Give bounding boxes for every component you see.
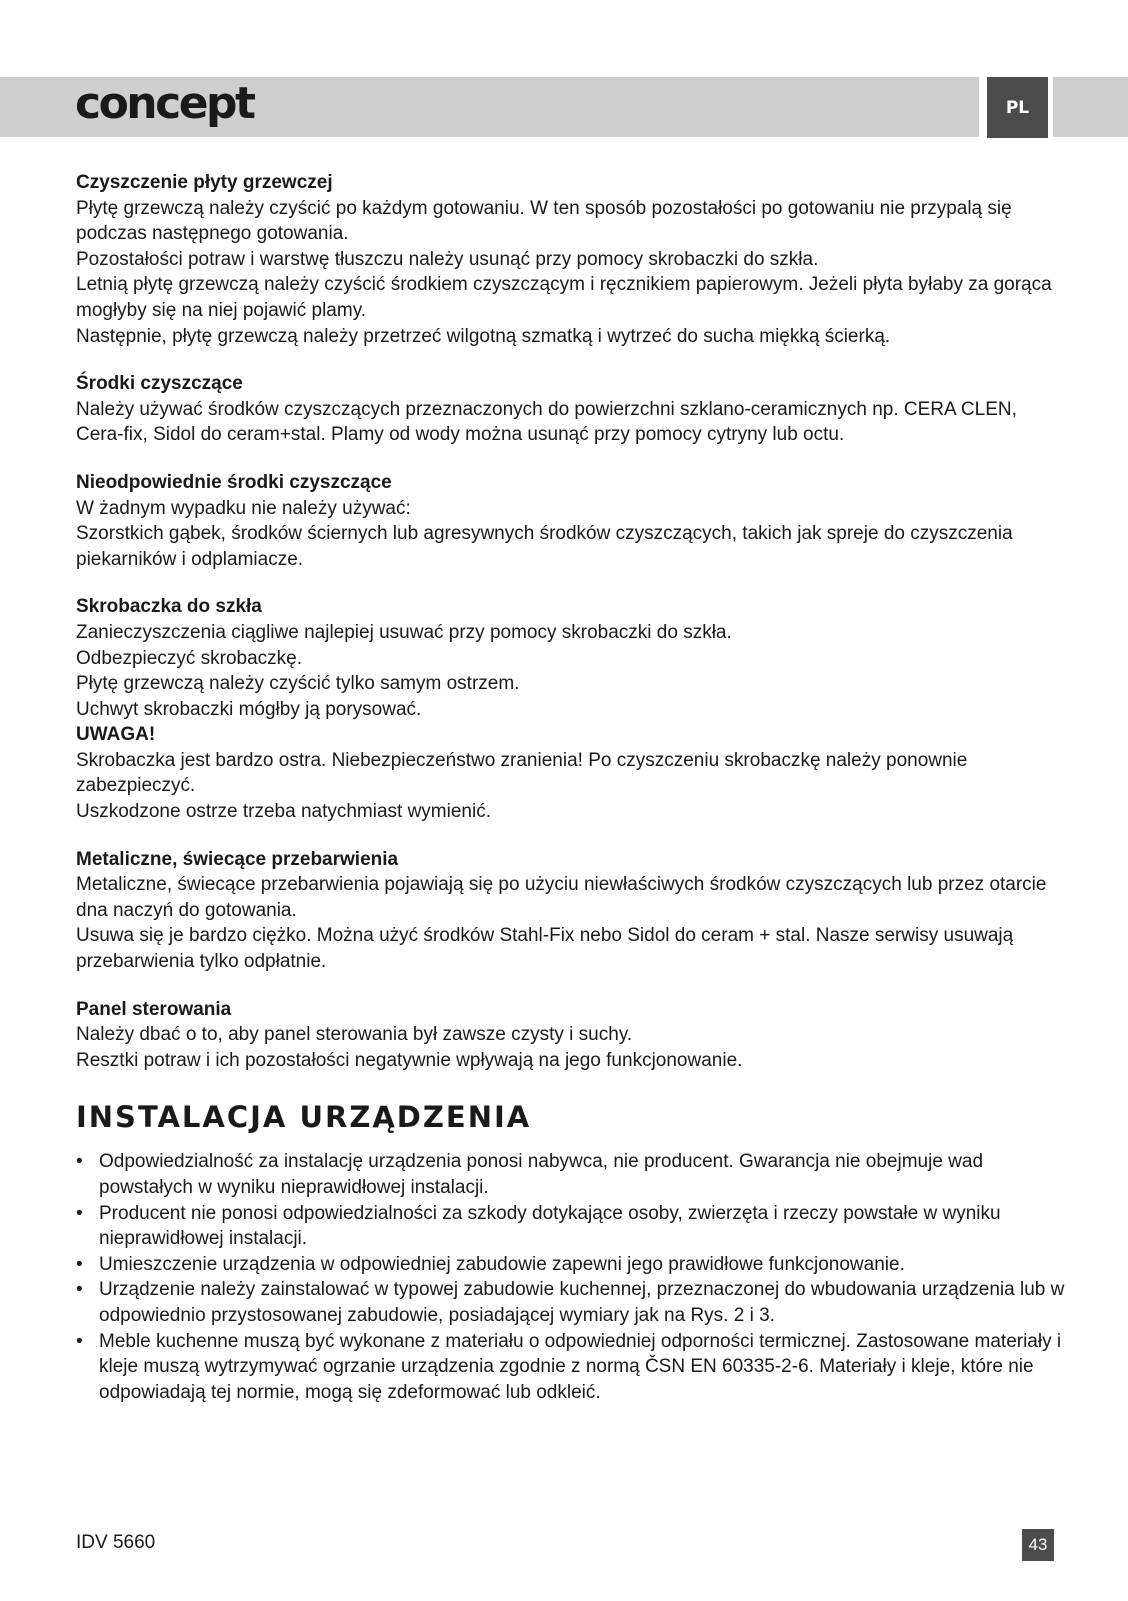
paragraph: Zanieczyszczenia ciągliwe najlepiej usuwać przy pomocy skrobaczki do szkła. xyxy=(76,621,732,643)
paragraph: Uszkodzone ostrze trzeba natychmiast wymienić. xyxy=(76,801,491,823)
section-cleaning-agents xyxy=(76,371,1066,448)
section-title: Środki czyszczące xyxy=(76,373,243,395)
section-title: Nieodpowiednie środki czyszczące xyxy=(76,471,392,493)
bullet-icon: • xyxy=(76,1253,83,1275)
section-control-panel xyxy=(76,997,1066,1074)
section-metallic-discoloration xyxy=(76,847,1066,975)
section-unsuitable-agents xyxy=(76,470,1066,572)
list-item-text: Meble kuchenne muszą być wykonane z materiału o odpowiedniej odporności termicznej. Zastosowane materiały i kleje muszą wytrzymywać ogrzanie urządzenia zgodnie z normą ČSN EN 60335-2-6. Materiały i kleje, które nie odpowiadają tej normie, mogą się zdeformować lub odkleić. xyxy=(99,1330,1062,1403)
section-title: Czyszczenie płyty grzewczej xyxy=(76,172,333,193)
list-item xyxy=(76,1149,1066,1200)
installation-bullet-list xyxy=(76,1149,1066,1405)
list-item-text: Odpowiedzialność za instalację urządzenia ponosi nabywca, nie producent. Gwarancja nie obejmuje wad powstałych w wyniku nieprawidłowej instalacji. xyxy=(99,1151,984,1198)
paragraph: Resztki potraw i ich pozostałości negatywnie wpływają na jego funkcjonowanie. xyxy=(76,1049,743,1071)
header-band-right xyxy=(1053,77,1128,137)
page-content xyxy=(76,170,1066,1405)
paragraph: Należy używać środków czyszczących przeznaczonych do powierzchni szklano-ceramicznych np. CERA CLEN, Cera-fix, Sidol do ceram+stal. Plamy od wody można usunąć przy pomocy cytryny lub octu. xyxy=(76,398,1017,446)
paragraph: Należy dbać o to, aby panel sterowania był zawsze czysty i suchy. xyxy=(76,1024,633,1046)
list-item xyxy=(76,1252,1066,1278)
section-title: Skrobaczka do szkła xyxy=(76,596,262,618)
bullet-icon: • xyxy=(76,1330,83,1352)
warning-label: UWAGA! xyxy=(76,724,156,746)
bullet-icon: • xyxy=(76,1202,83,1224)
paragraph: Letnią płytę grzewczą należy czyścić środkiem czyszczącym i ręcznikiem papierowym. Jeżeli płyta byłaby za gorąca mogłyby się na niej pojawić plamy. xyxy=(76,274,1052,321)
paragraph: Uchwyt skrobaczki mógłby ją porysować. xyxy=(76,698,422,720)
list-item xyxy=(76,1201,1066,1252)
list-item-text: Urządzenie należy zainstalować w typowej zabudowie kuchennej, przeznaczonej do wbudowania urządzenia lub w odpowiednio przystosowanej zabudowie, posiadającej wymiary jak na Rys. 2 i 3. xyxy=(99,1279,1065,1326)
list-item-text: Producent nie ponosi odpowiedzialności za szkody dotykające osoby, zwierzęta i rzeczy powstałe w wyniku nieprawidłowej instalacji. xyxy=(99,1202,1001,1250)
section-cleaning-hob xyxy=(76,170,1066,349)
paragraph: Usuwa się je bardzo ciężko. Można użyć środków Stahl-Fix nebo Sidol do ceram + stal. Nasze serwisy usuwają przebarwienia tylko odpłatnie. xyxy=(76,925,1014,973)
paragraph: Pozostałości potraw i warstwę tłuszczu należy usunąć przy pomocy skrobaczki do szkła. xyxy=(76,248,819,270)
list-item xyxy=(76,1329,1066,1406)
paragraph: Odbezpieczyć skrobaczkę. xyxy=(76,647,302,669)
paragraph: Następnie, płytę grzewczą należy przetrzeć wilgotną szmatką i wytrzeć do sucha miękką ścierką. xyxy=(76,325,891,347)
list-item xyxy=(76,1277,1066,1328)
paragraph: W żadnym wypadku nie należy używać: xyxy=(76,497,411,519)
paragraph: Skrobaczka jest bardzo ostra. Niebezpieczeństwo zranienia! Po czyszczeniu skrobaczkę należy ponownie zabezpieczyć. xyxy=(76,749,968,797)
section-glass-scraper xyxy=(76,594,1066,824)
section-title: Metaliczne, świecące przebarwienia xyxy=(76,848,399,870)
footer-model-number: IDV 5660 xyxy=(76,1532,156,1553)
list-item-text: Umieszczenie urządzenia w odpowiedniej zabudowie zapewni jego prawidłowe funkcjonowanie. xyxy=(99,1253,905,1275)
paragraph: Metaliczne, świecące przebarwienia pojawiają się po użyciu niewłaściwych środków czyszczących lub przez otarcie dna naczyń do gotowania. xyxy=(76,874,1047,921)
bullet-icon: • xyxy=(76,1279,83,1301)
section-title: Panel sterowania xyxy=(76,998,232,1020)
brand-logo: concept xyxy=(75,78,254,129)
page-number: 43 xyxy=(1022,1529,1054,1561)
installation-heading: INSTALACJA URZĄDZENIA xyxy=(76,1100,532,1135)
language-badge: PL xyxy=(987,77,1048,138)
paragraph: Szorstkich gąbek, środków ściernych lub agresywnych środków czyszczących, takich jak spreje do czyszczenia piekarników i odplamiacze. xyxy=(76,523,1013,570)
paragraph: Płytę grzewczą należy czyścić po każdym gotowaniu. W ten sposób pozostałości po gotowaniu nie przypalą się podczas następnego gotowania. xyxy=(76,197,1012,245)
paragraph: Płytę grzewczą należy czyścić tylko samym ostrzem. xyxy=(76,673,520,695)
bullet-icon: • xyxy=(76,1151,83,1173)
